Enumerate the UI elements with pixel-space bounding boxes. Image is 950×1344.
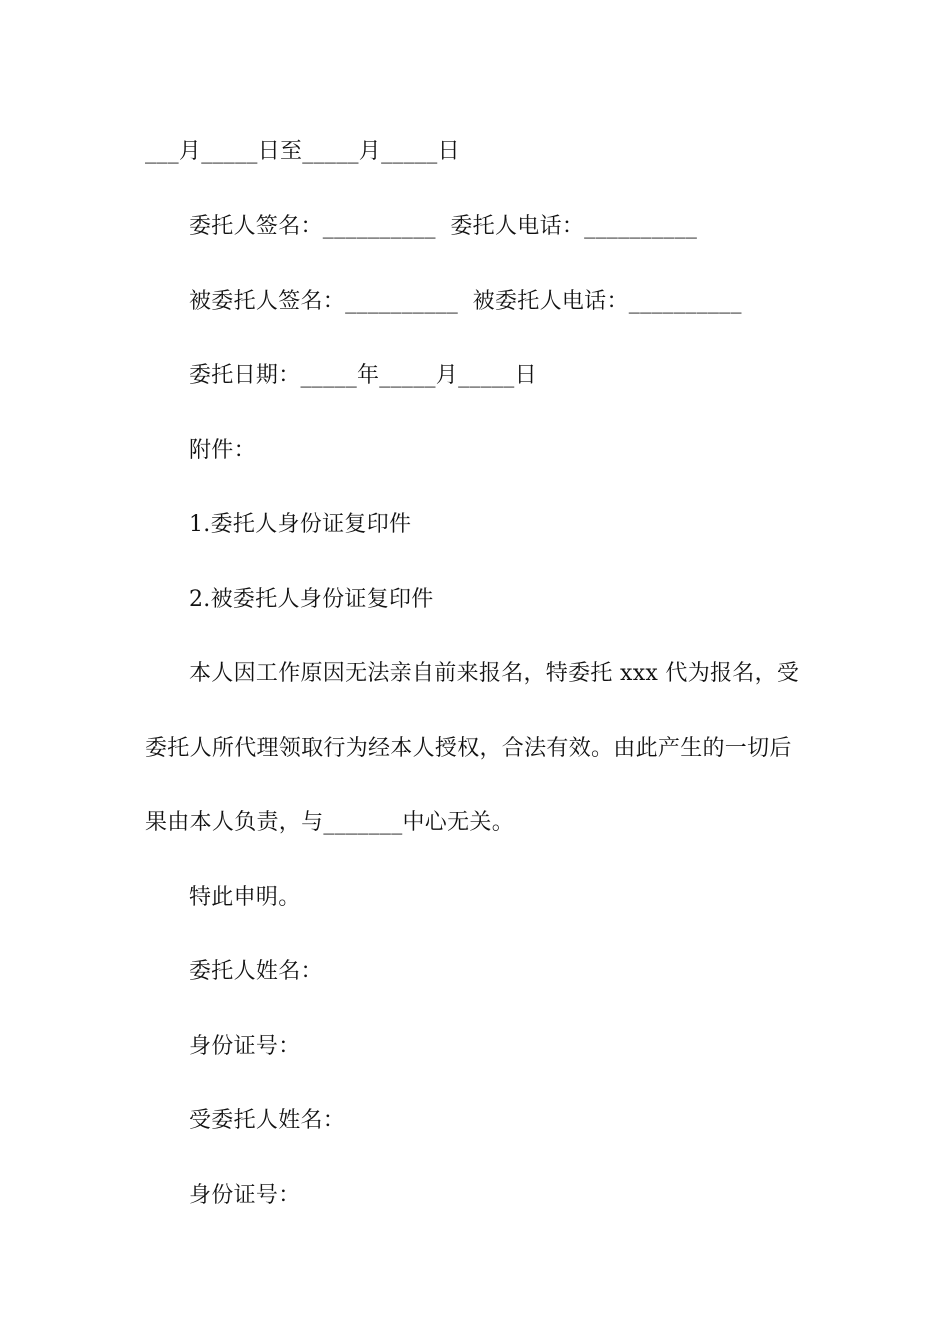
entrust-date-line: 委托日期：_____年_____月_____日 (189, 363, 537, 388)
principal-name-label: 委托人姓名： (189, 959, 323, 984)
attachment-item-1: 1.委托人身份证复印件 (189, 512, 412, 537)
body-paragraph-line-2: 委托人所代理领取行为经本人授权，合法有效。由此产生的一切后 (145, 736, 792, 761)
agent-signature-line: 被委托人签名：__________ 被委托人电话：__________ (189, 289, 742, 314)
date-range-line: ___月_____日至_____月_____日 (145, 139, 460, 164)
principal-id-label: 身份证号： (189, 1034, 301, 1059)
agent-name-label: 受委托人姓名： (189, 1108, 346, 1133)
agent-id-label: 身份证号： (189, 1183, 301, 1208)
principal-signature-line: 委托人签名：__________ 委托人电话：__________ (189, 214, 698, 239)
body-paragraph-line-1: 本人因工作原因无法亲自前来报名，特委托 xxx 代为报名，受 (189, 661, 800, 686)
attachments-heading: 附件： (189, 438, 256, 463)
attachment-item-2: 2.被委托人身份证复印件 (189, 587, 434, 612)
body-paragraph-line-3: 果由本人负责，与_______中心无关。 (145, 810, 515, 835)
declaration-text: 特此申明。 (189, 885, 301, 910)
